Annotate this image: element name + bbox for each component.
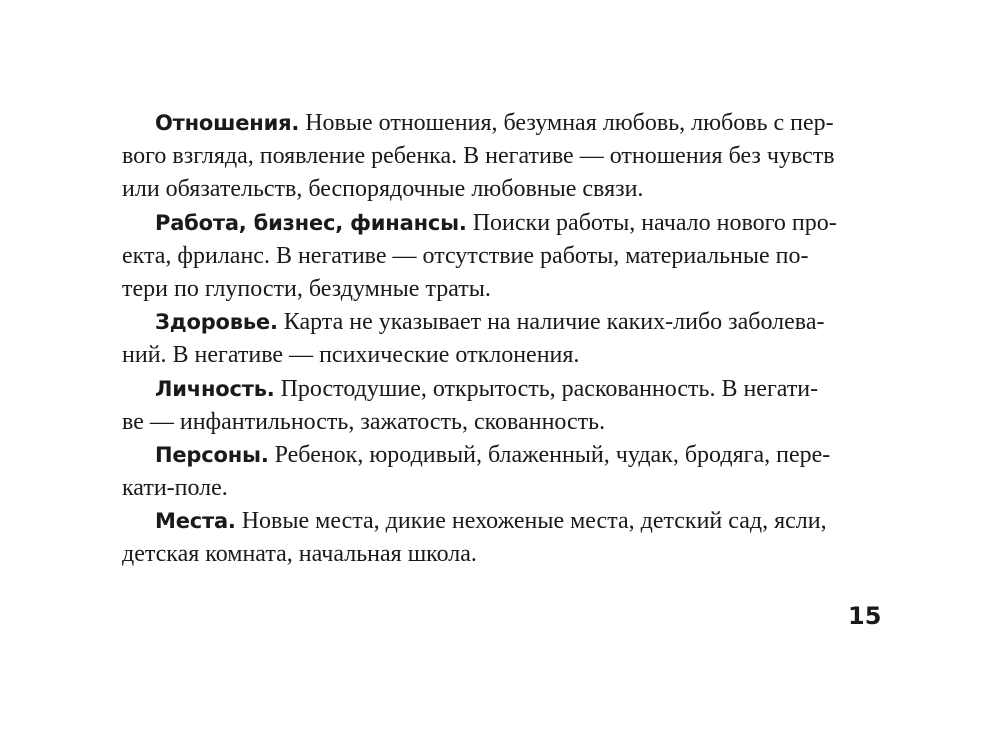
term-personality: Личность. <box>155 376 275 401</box>
term-health: Здоровье. <box>155 310 278 335</box>
paragraph-health-line-1 <box>122 306 902 339</box>
text-line: ве — инфантильность, зажатость, скованность. <box>122 408 606 435</box>
text-line: Ребенок, юродивый, блаженный, чудак, бродяга, пере- <box>268 441 831 468</box>
text-line: детская комната, начальная школа. <box>122 541 477 568</box>
paragraph-personality-line-2 <box>122 406 902 439</box>
text-line: екта, фриланс. В негативе — отсутствие работы, материальные по- <box>122 242 809 269</box>
paragraph-relationships-line-2 <box>122 140 902 173</box>
text-line: кати-поле. <box>122 475 228 502</box>
text-line: Карта не указывает на наличие каких-либо заболева- <box>277 309 825 336</box>
text-line: ний. В негативе — психические отклонения. <box>122 342 580 369</box>
paragraph-places-line-1 <box>122 505 902 538</box>
text-line: или обязательств, беспорядочные любовные связи. <box>122 176 644 203</box>
text-line: Поиски работы, начало нового про- <box>466 209 837 236</box>
term-relationships: Отношения. <box>155 111 300 135</box>
paragraph-work-line-2 <box>122 240 902 273</box>
paragraph-relationships-line-3 <box>122 173 902 206</box>
paragraph-places-line-2 <box>122 538 902 571</box>
body-text <box>122 107 902 572</box>
paragraph-persons-line-2 <box>122 472 902 505</box>
text-line: вого взгляда, появление ребенка. В негативе — отношения без чувств <box>122 143 835 170</box>
paragraph-work-line-3 <box>122 273 902 306</box>
paragraph-personality-line-1 <box>122 373 902 406</box>
text-line: тери по глупости, бездумные траты. <box>122 275 491 302</box>
paragraph-work-line-1 <box>122 207 902 240</box>
text-line: Простодушие, открытость, раскованность. В негати- <box>274 375 819 402</box>
term-persons: Персоны. <box>155 442 269 467</box>
text-line: Новые места, дикие нехоженые места, детский сад, ясли, <box>235 508 827 535</box>
paragraph-relationships-line-1 <box>122 107 902 140</box>
term-work: Работа, бизнес, финансы. <box>155 210 467 235</box>
text-line: Новые отношения, безумная любовь, любовь с пер- <box>299 110 834 136</box>
term-places: Места. <box>155 509 236 534</box>
page-number: 15 <box>848 602 882 630</box>
paragraph-health-line-2 <box>122 339 902 372</box>
paragraph-persons-line-1 <box>122 439 902 472</box>
